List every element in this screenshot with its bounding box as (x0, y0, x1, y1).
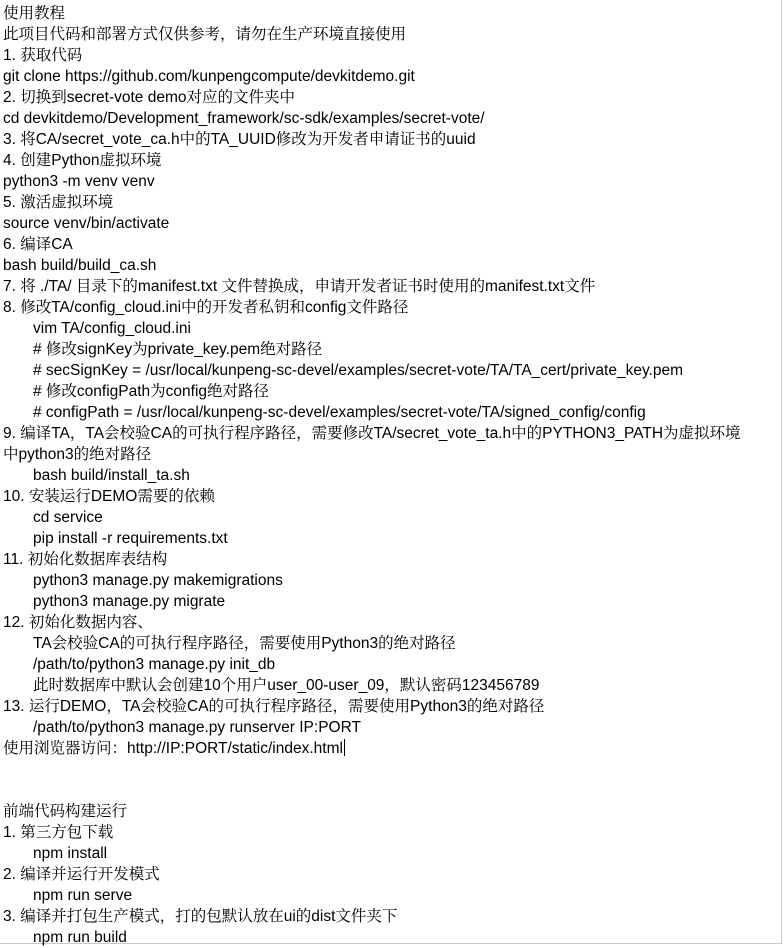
text-line-content: 12. 初始化数据内容、 (3, 614, 153, 631)
text-line (0, 507, 781, 528)
text-line-content: 8. 修改TA/config_cloud.ini中的开发者私钥和config文件路径 (3, 299, 409, 316)
text-line (0, 633, 781, 654)
text-line (0, 717, 781, 738)
text-line (0, 129, 781, 150)
text-line (0, 381, 781, 402)
text-caret (344, 739, 345, 756)
text-line-content: cd service (33, 509, 103, 526)
text-line (0, 150, 781, 171)
text-line-content: 前端代码构建运行 (3, 803, 128, 820)
text-line-content: # 修改signKey为private_key.pem绝对路径 (33, 341, 323, 358)
text-line (0, 885, 781, 906)
text-line-content: npm install (33, 845, 108, 862)
text-line (0, 66, 781, 87)
text-line (0, 570, 781, 591)
text-line-content: 10. 安装运行DEMO需要的依赖 (3, 488, 215, 505)
text-line-content: 11. 初始化数据库表结构 (3, 551, 168, 568)
text-line (0, 927, 781, 948)
text-line-content: # 修改configPath为config绝对路径 (33, 383, 270, 400)
text-line (0, 486, 781, 507)
text-line-content: 6. 编译CA (3, 236, 73, 253)
text-line-content: python3 -m venv venv (3, 173, 155, 190)
text-line (0, 612, 781, 633)
text-line (0, 318, 781, 339)
text-line (0, 801, 781, 822)
text-line-content: python3 manage.py migrate (33, 593, 226, 610)
text-line-content: 5. 激活虚拟环境 (3, 194, 114, 211)
text-line (0, 45, 781, 66)
text-line (0, 171, 781, 192)
text-line (0, 654, 781, 675)
text-line-content: 使用浏览器访问：http://IP:PORT/static/index.html (3, 740, 343, 757)
text-line (0, 3, 781, 24)
text-line-content: 9. 编译TA，TA会校验CA的可执行程序路径，需要修改TA/secret_vote_ta.h中的PYTHON3_PATH为虚拟环境 (3, 425, 741, 442)
text-line (0, 297, 781, 318)
text-line-content: bash build/build_ca.sh (3, 257, 157, 274)
text-line-content: 7. 将 ./TA/ 目录下的manifest.txt 文件替换成，申请开发者证书时使用的manifest.txt文件 (3, 278, 596, 295)
blank-line (0, 759, 781, 780)
text-line-content: 1. 获取代码 (3, 47, 83, 64)
text-line-content: source venv/bin/activate (3, 215, 170, 232)
readme-section-frontend (0, 801, 781, 948)
text-line-content: cd devkitdemo/Development_framework/sc-sdk/examples/secret-vote/ (3, 110, 485, 127)
text-line-content: /path/to/python3 manage.py runserver IP:PORT (33, 719, 361, 736)
text-line-content: 使用教程 (3, 5, 66, 22)
text-line-content: 4. 创建Python虚拟环境 (3, 152, 162, 169)
text-line (0, 864, 781, 885)
text-line (0, 591, 781, 612)
text-line (0, 192, 781, 213)
text-line-content: 1. 第三方包下载 (3, 824, 114, 841)
text-line-content: 2. 切换到secret-vote demo对应的文件夹中 (3, 89, 295, 106)
text-line-content: 13. 运行DEMO，TA会校验CA的可执行程序路径，需要使用Python3的绝对路径 (3, 698, 545, 715)
text-line (0, 108, 781, 129)
text-line-content: 3. 将CA/secret_vote_ca.h中的TA_UUID修改为开发者申请证书的uuid (3, 131, 476, 148)
text-line (0, 24, 781, 45)
text-line (0, 528, 781, 549)
text-line (0, 276, 781, 297)
text-line (0, 402, 781, 423)
text-line (0, 255, 781, 276)
text-line-content: /path/to/python3 manage.py init_db (33, 656, 276, 673)
text-line-content: TA会校验CA的可执行程序路径，需要使用Python3的绝对路径 (33, 635, 456, 652)
text-line-content: 3. 编译并打包生产模式，打的包默认放在ui的dist文件夹下 (3, 908, 398, 925)
text-line-content: 此项目代码和部署方式仅供参考，请勿在生产环境直接使用 (3, 26, 407, 43)
text-line-content: npm run build (33, 929, 127, 946)
readme-section-tutorial (0, 3, 781, 759)
text-line (0, 87, 781, 108)
text-line-content: bash build/install_ta.sh (33, 467, 190, 484)
text-line-content: # secSignKey = /usr/local/kunpeng-sc-devel/examples/secret-vote/TA/TA_cert/private_key.pem (33, 362, 684, 379)
text-line (0, 213, 781, 234)
text-line (0, 465, 781, 486)
text-line (0, 822, 781, 843)
text-line-content: # configPath = /usr/local/kunpeng-sc-devel/examples/secret-vote/TA/signed_config/config (33, 404, 646, 421)
text-line (0, 360, 781, 381)
text-line-content: 2. 编译并运行开发模式 (3, 866, 160, 883)
text-line (0, 444, 781, 465)
text-line (0, 549, 781, 570)
text-line-content: vim TA/config_cloud.ini (33, 320, 191, 337)
text-line (0, 675, 781, 696)
text-line (0, 738, 781, 759)
text-line-content: 此时数据库中默认会创建10个用户user_00-user_09，默认密码123456789 (33, 677, 540, 694)
text-line (0, 234, 781, 255)
text-line (0, 339, 781, 360)
text-line (0, 423, 781, 444)
text-line-content: git clone https://github.com/kunpengcompute/devkitdemo.git (3, 68, 415, 85)
blank-line (0, 780, 781, 801)
text-line-content: 中python3的绝对路径 (3, 446, 152, 463)
text-line (0, 843, 781, 864)
text-line-content: python3 manage.py makemigrations (33, 572, 283, 589)
text-line (0, 696, 781, 717)
text-line-content: pip install -r requirements.txt (33, 530, 228, 547)
text-line-content: npm run serve (33, 887, 133, 904)
text-line (0, 906, 781, 927)
